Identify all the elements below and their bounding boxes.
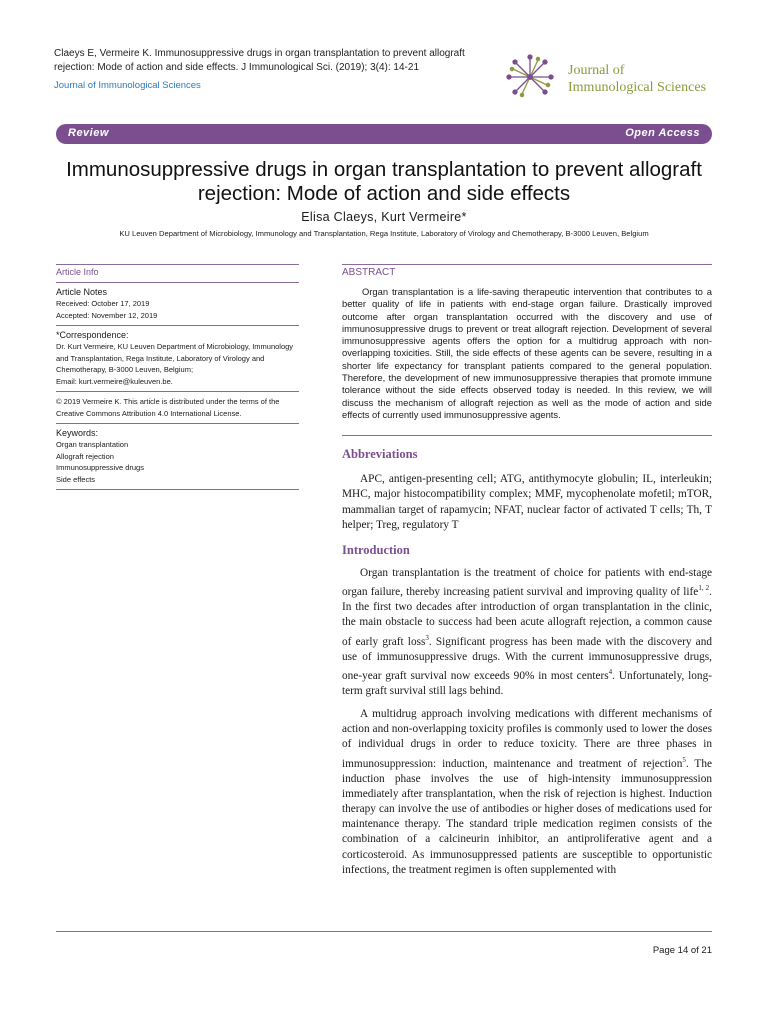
- text-run: . Significant progress has been made with the discovery and use of immunosuppressive drugs. With the current immunosuppressive drugs, one-year graft survival now exceeds 90% in most centers: [342, 635, 712, 682]
- keyword-item: Organ transplantation: [56, 440, 129, 449]
- introduction-paragraph-2: [342, 707, 712, 878]
- correspondence-label: *Correspondence:: [56, 330, 129, 340]
- journal-logo: [500, 52, 730, 102]
- article-info-panel: [56, 264, 299, 490]
- abbreviations-text: APC, antigen-presenting cell; ATG, antithymocyte globulin; IL, interleukin; MHC, major histocompatibility complex; MMF, mycophenolate mofetil; mTOR, mammalian target of rapamycin; NFAT, nuclear factor of activated T cells; Th, T helper; Treg, regulatory T: [342, 473, 712, 531]
- divider: [56, 489, 299, 490]
- keywords-label: Keywords:: [56, 428, 99, 438]
- article-info-heading: Article Info: [56, 267, 99, 277]
- main-column: [342, 264, 712, 878]
- page-number: Page 14 of 21: [652, 945, 712, 956]
- open-access-label: Open Access: [625, 127, 700, 139]
- journal-logo-icon: [500, 52, 560, 102]
- text-run: A multidrug approach involving medications with different mechanisms of action and non-overlapping toxicity profiles is commonly used to lower the doses of individual drugs in order to reduce toxicity. There are three phases in immunosuppression: induction, maintenance and treatment of rejection: [342, 708, 712, 770]
- citation-ref: 4: [608, 667, 613, 676]
- logo-line-2: Immunological Sciences: [568, 80, 707, 95]
- introduction-paragraph-1: [342, 566, 712, 699]
- keyword-item: Immunosuppressive drugs: [56, 463, 144, 472]
- text-run: . The induction phase involves the use of high-intensity immunosuppression immediately after transplantation, when the risk of rejection is highest. Induction therapy can involve the use of antibodies or higher doses of medications used for maintenance therapy. The standard triple medication regimen consists of the combination of a calcineurin inhibitor, an antiproliferative agent and a corticosteroid. As immunosuppressed patients are susceptible to opportunistic infections, the treatment regimen is often supplemented with: [342, 757, 712, 876]
- license: [56, 392, 299, 423]
- citation-ref: 3: [425, 633, 429, 642]
- journal-link[interactable]: Journal of Immunological Sciences: [54, 80, 201, 91]
- abstract-text: Organ transplantation is a life-saving therapeutic intervention that contributes to a better quality of life in patients with end-stage organ failure. Drastically improved outcome after organ transplantation occurred with the discovery and use of immunosuppressive drugs to prevent or treat allograft rejection. Development of several immunosuppressive agents offers the option for a multidrug approach with non-overlapping toxicities. Still, the side effects of these agents can be severe, resulting in a shorter life expectancy for transplant patients compared to the general population. Therefore, the development of new immunosuppressive therapies that promote immune tolerance without the side effects observed today is needed. In this review, we will discuss the mechanism of allograft rejection as well as the mode of action and side effects of currently used immunosuppressive agents.: [342, 286, 712, 420]
- text-run: . In the first two decades after introduction of organ transplantation in the clinic, the main obstacle to success had been acute allograft rejection, a common cause of early graft loss: [342, 586, 712, 648]
- text-run: Organ transplantation is the treatment of choice for patients with end-stage organ failure, thereby increasing patient survival and improving quality of life: [342, 567, 712, 599]
- article-notes-label: Article Notes: [56, 287, 108, 297]
- citation-ref: 1, 2: [698, 584, 710, 593]
- divider: [56, 264, 299, 265]
- keywords: [56, 424, 299, 489]
- abstract-heading: ABSTRACT: [342, 267, 396, 278]
- logo-line-1: Journal of: [568, 63, 625, 78]
- keyword-item: Allograft rejection: [56, 451, 114, 461]
- citation: Claeys E, Vermeire K. Immunosuppressive drugs in organ transplantation to prevent allograft rejection: Mode of action and side effects. J Immunological Sci. (2019); 3(4): 14-21: [54, 48, 465, 73]
- text-run: . Unfortunately, long-term graft survival still lags behind.: [342, 669, 712, 697]
- correspondence-address: Dr. Kurt Vermeire, KU Leuven Department of Microbiology, Immunology and Transplantation, Rega Institute, Laboratory of Virology and Chemotherapy, B-3000 Leuven, Belgium;: [56, 342, 294, 374]
- divider: [342, 264, 712, 265]
- footer-divider: [56, 931, 712, 932]
- article-title: Immunosuppressive drugs in organ transplantation to prevent allograft rejection: Mode of action and side effects: [66, 158, 702, 205]
- correspondence: [56, 326, 299, 391]
- divider: [342, 435, 712, 436]
- accepted-date: Accepted: November 12, 2019: [56, 310, 158, 320]
- article-type-label: Review: [68, 127, 109, 139]
- abbreviations-heading: Abbreviations: [342, 447, 418, 462]
- author-affiliation: KU Leuven Department of Microbiology, Immunology and Transplantation, Rega Institute, Laboratory of Virology and Chemotherapy, B-3000 Leuven, Belgium: [119, 229, 649, 238]
- article-authors: Elisa Claeys, Kurt Vermeire*: [301, 210, 467, 224]
- license-text: © 2019 Vermeire K. This article is distributed under the terms of the Creative Commons Attribution 4.0 International License.: [56, 397, 280, 418]
- received-date: Received: October 17, 2019: [56, 299, 150, 308]
- citation-ref: 5: [682, 755, 686, 764]
- correspondence-email[interactable]: Email: kurt.vermeire@kuleuven.be.: [56, 376, 173, 386]
- article-type-banner: [56, 124, 712, 144]
- article-notes: [56, 283, 299, 325]
- introduction-heading: Introduction: [342, 543, 410, 558]
- keyword-item: Side effects: [56, 474, 96, 484]
- journal-logo-text: [568, 62, 706, 96]
